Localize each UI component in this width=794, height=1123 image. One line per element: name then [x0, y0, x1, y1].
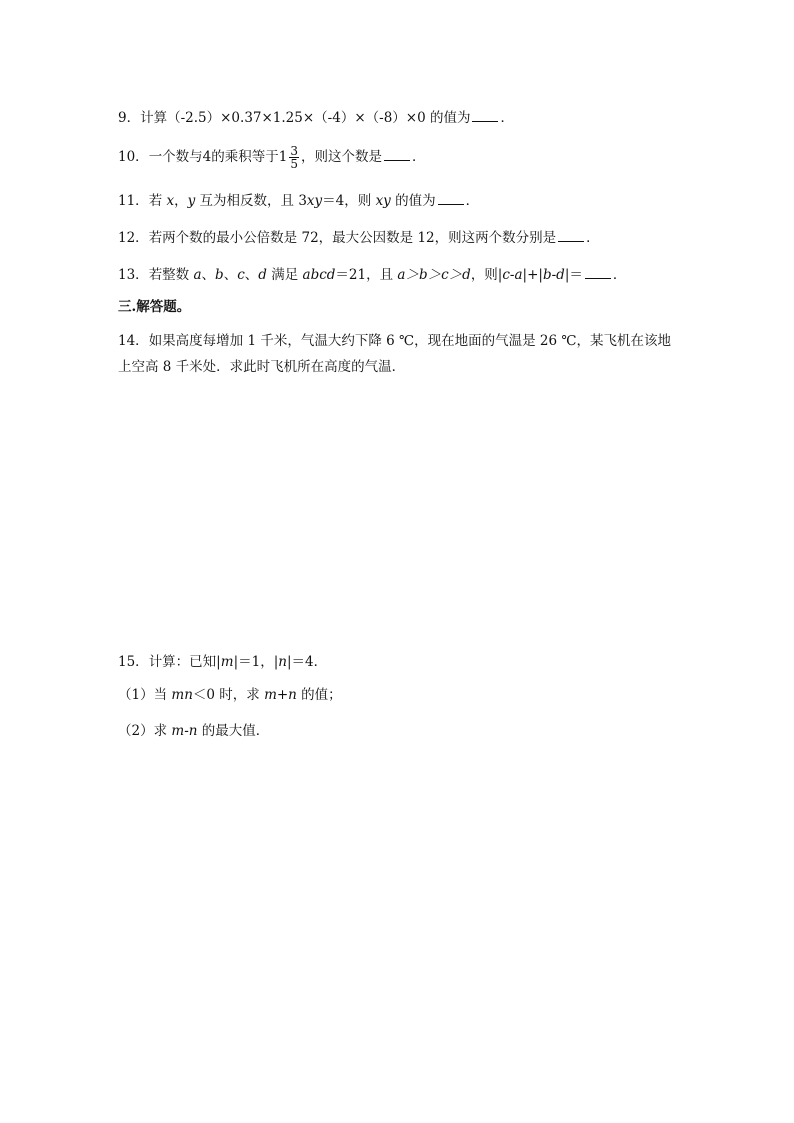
section-heading: 三.解答题。	[118, 299, 191, 315]
question-number: 15．	[118, 654, 149, 670]
question-15-part-2: （2）求 m-n 的最大值．	[118, 723, 270, 739]
question-12: 12．若两个数的最小公倍数是 72，最大公因数是 12，则这两个数分别是 ．	[118, 230, 600, 246]
fraction-denominator: 5	[290, 157, 299, 171]
question-number: 10．	[118, 149, 149, 165]
question-11: 11．若 x，y 互为相反数，且 3xy＝4，则 xy 的值为 ．	[118, 193, 480, 209]
question-number: 13．	[118, 267, 149, 283]
question-14	[118, 328, 678, 380]
answer-blank	[384, 148, 410, 161]
question-9: 9．计算（-2.5）×0.37×1.25×（-4）×（-8）×0 的值为 ．	[118, 110, 514, 126]
answer-blank	[472, 109, 498, 122]
answer-blank	[438, 192, 464, 205]
question-13: 13．若整数 a、b、c、d 满足 abcd＝21，且 a＞b＞c＞d，则|c-a|+|b-d|＝ ．	[118, 267, 627, 283]
mixed-number-whole: 1	[278, 149, 288, 165]
fraction-numerator: 3	[290, 144, 299, 158]
question-10: 10．一个数与4的乘积等于1 $\frac{3}{5}$ ，则这个数是 ．	[118, 144, 426, 171]
question-14-line-2: 上空高 8 千米处．求此时飞机所在高度的气温．	[118, 359, 406, 375]
question-text: 若两个数的最小公倍数是 72，最大公因数是 12，则这两个数分别是	[148, 230, 557, 246]
question-number: 11．	[118, 193, 149, 209]
fraction	[289, 145, 299, 170]
answer-blank	[585, 266, 611, 279]
question-15: 15．计算：已知|m|＝1，|n|＝4．	[118, 654, 328, 670]
answer-blank	[558, 229, 584, 242]
question-15-part-1: （1）当 mn＜0 时，求 m+n 的值；	[118, 687, 342, 703]
question-14-line-1: 14．如果高度每增加 1 千米，气温大约下降 6 ℃，现在地面的气温是 26 ℃，某飞机在该地	[118, 333, 671, 349]
question-text: 计算（-2.5）×0.37×1.25×（-4）×（-8）×0 的值为	[140, 110, 471, 126]
question-number: 14．	[118, 333, 149, 349]
question-number: 12．	[118, 230, 149, 246]
question-number: 9．	[118, 110, 141, 126]
